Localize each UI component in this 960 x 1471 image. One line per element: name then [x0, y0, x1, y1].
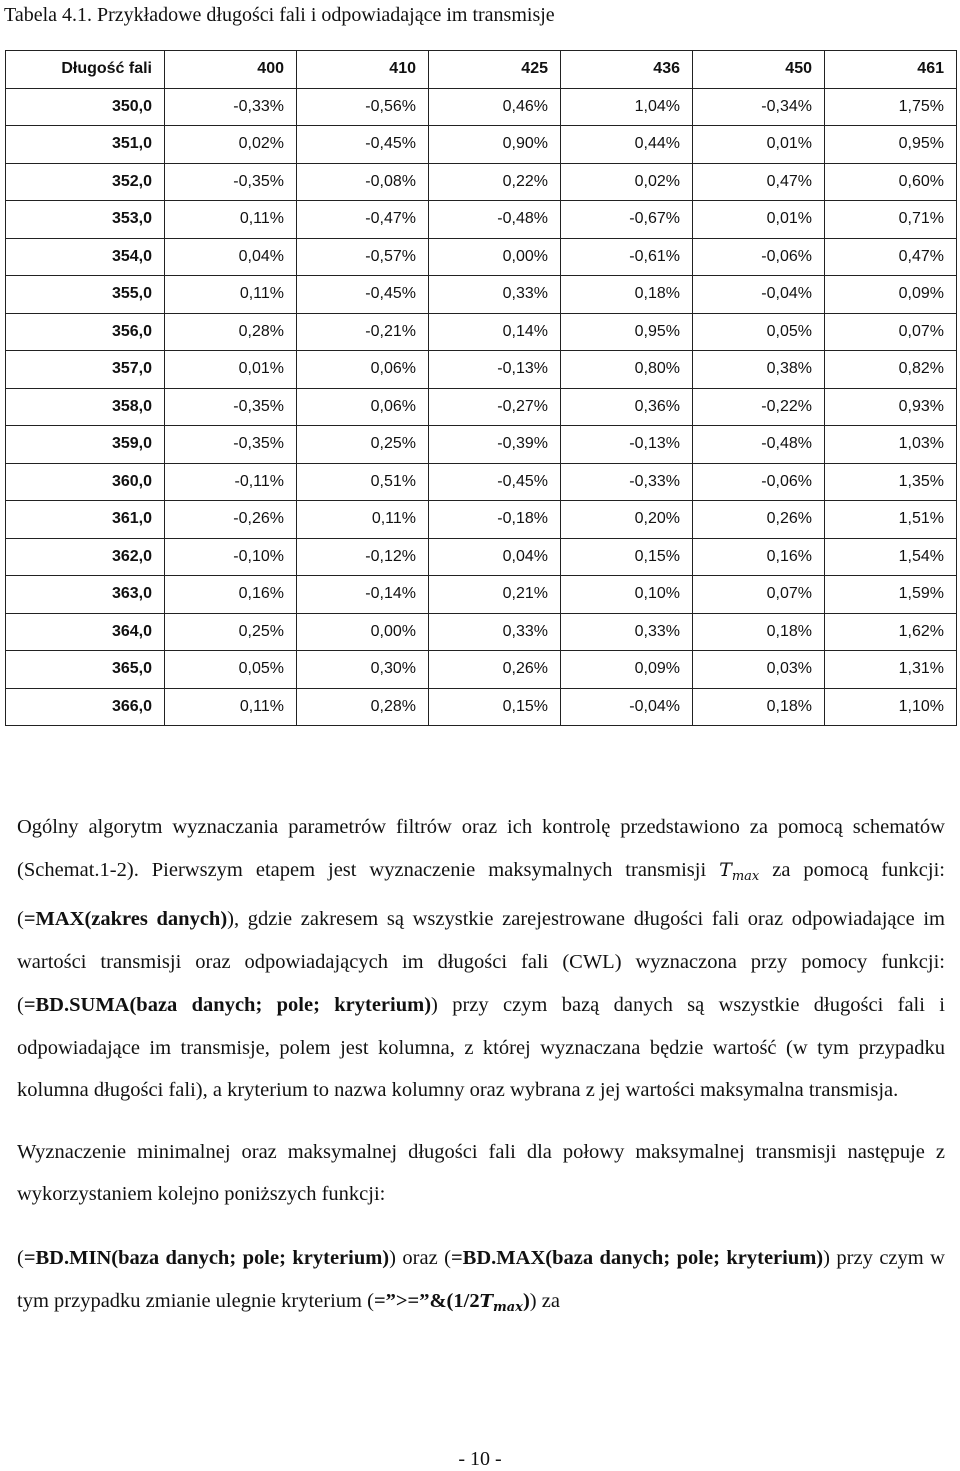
transmission-cell: 0,06% — [297, 351, 429, 389]
transmission-cell: 1,62% — [825, 613, 957, 651]
transmission-cell: -0,33% — [165, 88, 297, 126]
formula-bd-max: =BD.MAX(baza danych; pole; kryterium) — [451, 1246, 824, 1269]
transmission-cell: 1,59% — [825, 576, 957, 614]
wavelength-cell: 356,0 — [6, 313, 165, 351]
transmission-cell: 0,47% — [693, 163, 825, 201]
transmission-cell: 0,16% — [693, 538, 825, 576]
wavelength-cell: 353,0 — [6, 201, 165, 239]
transmission-cell: 0,22% — [429, 163, 561, 201]
transmission-cell: 0,38% — [693, 351, 825, 389]
transmission-cell: -0,04% — [693, 276, 825, 314]
transmission-cell: 0,02% — [561, 163, 693, 201]
transmission-cell: -0,10% — [165, 538, 297, 576]
transmission-cell: -0,35% — [165, 163, 297, 201]
transmission-cell: -0,45% — [429, 463, 561, 501]
criterion-formula: =”>=”&(1/2 — [373, 1289, 480, 1312]
wavelength-cell: 354,0 — [6, 238, 165, 276]
t-max-symbol — [479, 1290, 523, 1315]
transmission-cell: 0,09% — [825, 276, 957, 314]
column-header: 410 — [297, 51, 429, 89]
table-row — [6, 501, 957, 539]
transmission-cell: 0,16% — [165, 576, 297, 614]
transmission-cell: 0,11% — [297, 501, 429, 539]
transmission-cell: -0,08% — [297, 163, 429, 201]
text-run: ) przy czym bazą danych są wszystkie długości fali i odpowiadające im transmisje, polem jest kolumna, z której wyznaczana będzie wartość (w tym przypadku kolumna długości fali), a kryterium to nazwa kolumny oraz wybrana z jej wartości maksymalna transmisja. — [17, 993, 945, 1102]
transmission-cell: -0,04% — [561, 688, 693, 726]
wavelength-cell: 357,0 — [6, 351, 165, 389]
transmission-cell: 1,10% — [825, 688, 957, 726]
table-row — [6, 426, 957, 464]
transmission-cell: -0,14% — [297, 576, 429, 614]
wavelength-cell: 355,0 — [6, 276, 165, 314]
body-text — [17, 806, 945, 1329]
transmission-cell: 0,01% — [693, 126, 825, 164]
transmission-cell: -0,45% — [297, 126, 429, 164]
transmission-cell: 0,14% — [429, 313, 561, 351]
wavelength-cell: 359,0 — [6, 426, 165, 464]
transmission-cell: 0,95% — [561, 313, 693, 351]
transmission-cell: 0,05% — [693, 313, 825, 351]
column-header: 436 — [561, 51, 693, 89]
table-row — [6, 201, 957, 239]
transmission-cell: 0,95% — [825, 126, 957, 164]
transmission-cell: -0,27% — [429, 388, 561, 426]
transmission-cell: -0,48% — [429, 201, 561, 239]
column-header: 425 — [429, 51, 561, 89]
wavelength-cell: 363,0 — [6, 576, 165, 614]
paragraph-min-max: Wyznaczenie minimalnej oraz maksymalnej długości fali dla połowy maksymalnej transmisji następuje z wykorzystaniem kolejno poniższych funkcji: — [17, 1140, 945, 1205]
transmission-cell: 1,31% — [825, 651, 957, 689]
transmission-cell: 0,00% — [429, 238, 561, 276]
transmission-cell: 0,28% — [165, 313, 297, 351]
column-header: 450 — [693, 51, 825, 89]
transmission-cell: 0,02% — [165, 126, 297, 164]
transmission-cell: -0,06% — [693, 463, 825, 501]
transmission-cell: -0,12% — [297, 538, 429, 576]
table-row — [6, 613, 957, 651]
wavelength-cell: 351,0 — [6, 126, 165, 164]
formula-bd-suma: =BD.SUMA(baza danych; pole; kryterium) — [23, 993, 432, 1016]
transmission-cell: 0,25% — [165, 613, 297, 651]
transmission-cell: -0,56% — [297, 88, 429, 126]
wavelength-cell: 365,0 — [6, 651, 165, 689]
transmission-cell: 0,15% — [561, 538, 693, 576]
formula-bd-min: =BD.MIN(baza danych; pole; kryterium) — [23, 1246, 390, 1269]
wavelength-cell: 352,0 — [6, 163, 165, 201]
page-number: - 10 - — [458, 1448, 502, 1470]
transmission-cell: 0,25% — [297, 426, 429, 464]
transmission-cell: 0,11% — [165, 688, 297, 726]
table-row — [6, 88, 957, 126]
transmission-cell: 0,30% — [297, 651, 429, 689]
transmission-cell: 1,54% — [825, 538, 957, 576]
text-run: ) za — [529, 1289, 560, 1312]
transmission-cell: 0,04% — [165, 238, 297, 276]
text-run: ) oraz ( — [389, 1246, 451, 1269]
wavelength-cell: 360,0 — [6, 463, 165, 501]
transmission-cell: 1,75% — [825, 88, 957, 126]
transmission-cell: 1,03% — [825, 426, 957, 464]
paragraph-algorithm — [17, 806, 945, 1112]
transmission-cell: 0,09% — [561, 651, 693, 689]
transmission-cell: 0,71% — [825, 201, 957, 239]
t-max-base: T — [479, 1290, 493, 1312]
transmission-cell: 0,80% — [561, 351, 693, 389]
column-header: 461 — [825, 51, 957, 89]
table-row — [6, 238, 957, 276]
transmission-cell: 0,47% — [825, 238, 957, 276]
table-row — [6, 313, 957, 351]
transmission-cell: -0,11% — [165, 463, 297, 501]
transmission-cell: 0,07% — [825, 313, 957, 351]
transmission-cell: 0,20% — [561, 501, 693, 539]
transmission-cell: 0,05% — [165, 651, 297, 689]
text-run: ), gdzie zakresem są wszystkie zarejestrowane długości fali oraz odpowiadające im wartości transmisji oraz odpowiadających im długości fali (CWL) wyznaczona przy pomocy funkcji: ( — [17, 908, 945, 1016]
transmission-cell: 0,01% — [693, 201, 825, 239]
transmission-cell: 0,93% — [825, 388, 957, 426]
table-caption: Tabela 4.1. Przykładowe długości fali i odpowiadające im transmisje — [4, 4, 555, 26]
transmission-cell: 0,21% — [429, 576, 561, 614]
wavelength-cell: 361,0 — [6, 501, 165, 539]
text-run: ) przy czym w tym przypadku zmianie ulegnie kryterium ( — [17, 1246, 945, 1312]
transmission-cell: 0,82% — [825, 351, 957, 389]
transmission-cell: -0,45% — [297, 276, 429, 314]
transmission-cell: 0,01% — [165, 351, 297, 389]
transmission-cell: 0,46% — [429, 88, 561, 126]
text-run: ( — [17, 1246, 24, 1269]
transmission-cell: 0,26% — [693, 501, 825, 539]
table-row — [6, 126, 957, 164]
transmission-cell: 0,07% — [693, 576, 825, 614]
transmission-cell: -0,21% — [297, 313, 429, 351]
transmission-cell: -0,47% — [297, 201, 429, 239]
column-header-wavelength: Długość fali — [6, 51, 165, 89]
transmission-cell: 0,15% — [429, 688, 561, 726]
transmission-cell: 0,36% — [561, 388, 693, 426]
wavelength-transmission-table — [5, 50, 957, 726]
transmission-cell: -0,33% — [561, 463, 693, 501]
text-run: za pomocą funkcji: ( — [17, 858, 945, 931]
text-run: Ogólny algorytm wyznaczania parametrów filtrów oraz ich kontrolę przedstawiono za pomocą schematów (Schemat.1-2). Pierwszym etapem jest wyznaczenie maksymalnych transmisji — [17, 816, 945, 881]
table-row — [6, 651, 957, 689]
transmission-cell: 1,35% — [825, 463, 957, 501]
transmission-cell: -0,35% — [165, 426, 297, 464]
t-max-symbol — [719, 858, 760, 884]
column-header: 400 — [165, 51, 297, 89]
transmission-cell: 0,06% — [297, 388, 429, 426]
transmission-cell: -0,06% — [693, 238, 825, 276]
table-row — [6, 163, 957, 201]
table-row — [6, 388, 957, 426]
transmission-cell: -0,18% — [429, 501, 561, 539]
transmission-cell: 0,18% — [693, 613, 825, 651]
transmission-cell: 0,51% — [297, 463, 429, 501]
transmission-cell: -0,39% — [429, 426, 561, 464]
transmission-cell: -0,57% — [297, 238, 429, 276]
criterion-close: ) — [522, 1289, 530, 1312]
transmission-cell: 0,33% — [561, 613, 693, 651]
transmission-cell: 0,44% — [561, 126, 693, 164]
transmission-cell: 0,11% — [165, 201, 297, 239]
table-row — [6, 576, 957, 614]
t-max-subscript: max — [493, 1299, 523, 1315]
transmission-cell: 0,18% — [693, 688, 825, 726]
table-header-row — [6, 51, 957, 89]
transmission-cell: 0,28% — [297, 688, 429, 726]
transmission-cell: 0,04% — [429, 538, 561, 576]
transmission-cell: -0,22% — [693, 388, 825, 426]
transmission-cell: 0,10% — [561, 576, 693, 614]
transmission-cell: -0,61% — [561, 238, 693, 276]
paragraph-functions — [17, 1237, 945, 1329]
t-max-subscript: max — [731, 868, 760, 884]
transmission-cell: 0,00% — [297, 613, 429, 651]
transmission-cell: 0,33% — [429, 276, 561, 314]
wavelength-cell: 364,0 — [6, 613, 165, 651]
table-row — [6, 688, 957, 726]
transmission-cell: -0,48% — [693, 426, 825, 464]
table-row — [6, 351, 957, 389]
transmission-cell: 0,11% — [165, 276, 297, 314]
transmission-cell: 0,33% — [429, 613, 561, 651]
wavelength-cell: 358,0 — [6, 388, 165, 426]
transmission-cell: 0,60% — [825, 163, 957, 201]
wavelength-cell: 362,0 — [6, 538, 165, 576]
transmission-cell: -0,34% — [693, 88, 825, 126]
transmission-cell: -0,35% — [165, 388, 297, 426]
table-row — [6, 538, 957, 576]
formula-max: =MAX(zakres danych) — [23, 908, 228, 931]
transmission-cell: -0,67% — [561, 201, 693, 239]
t-max-base: T — [719, 858, 732, 881]
transmission-cell: -0,26% — [165, 501, 297, 539]
wavelength-cell: 350,0 — [6, 88, 165, 126]
table-row — [6, 463, 957, 501]
transmission-cell: 0,18% — [561, 276, 693, 314]
transmission-cell: 0,26% — [429, 651, 561, 689]
transmission-cell: 0,90% — [429, 126, 561, 164]
transmission-cell: 0,03% — [693, 651, 825, 689]
table-row — [6, 276, 957, 314]
transmission-cell: 1,51% — [825, 501, 957, 539]
transmission-cell: -0,13% — [429, 351, 561, 389]
transmission-cell: -0,13% — [561, 426, 693, 464]
wavelength-cell: 366,0 — [6, 688, 165, 726]
transmission-cell: 1,04% — [561, 88, 693, 126]
